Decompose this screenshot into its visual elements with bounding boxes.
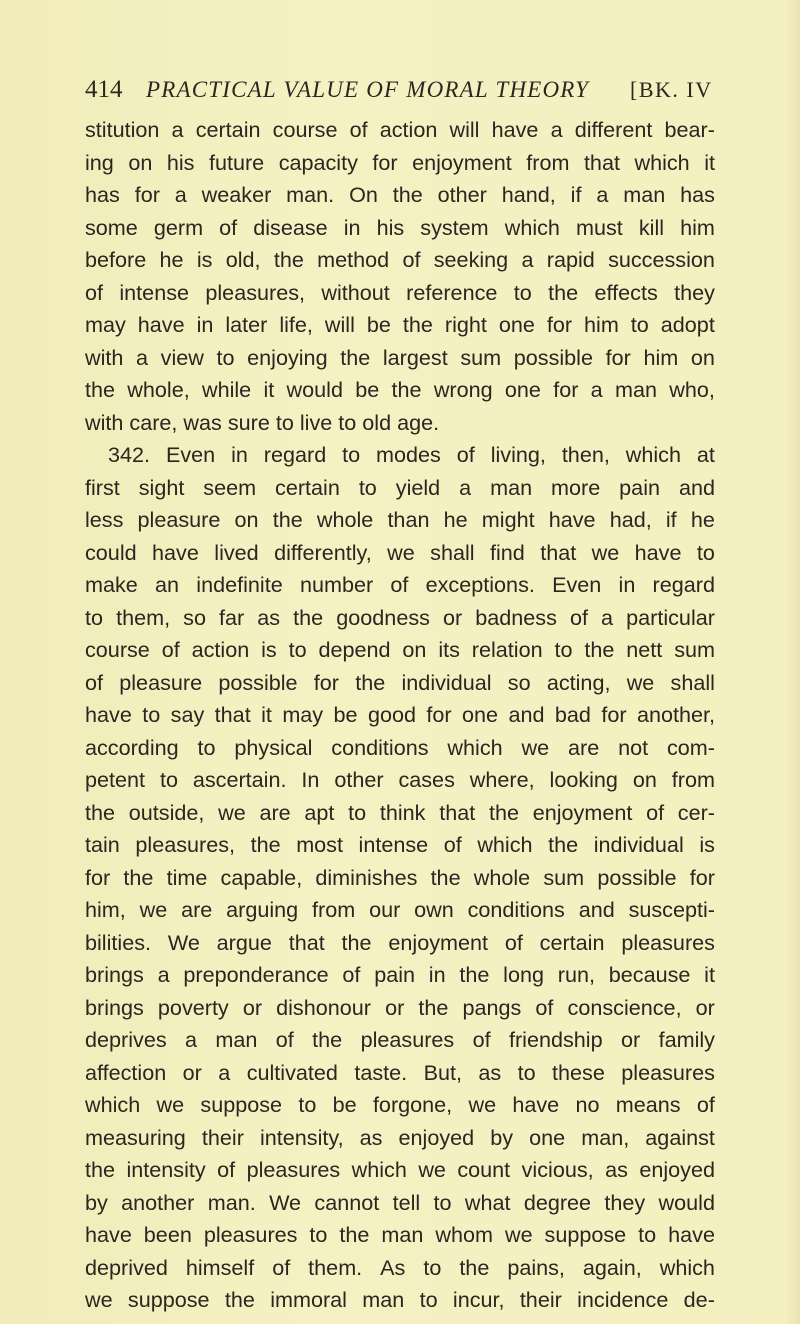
text-line: by another man. We cannot tell to what degree they would bbox=[85, 1189, 715, 1215]
text-line: brings a preponderance of pain in the long run, because it bbox=[85, 962, 715, 987]
text-line: some germ of disease in his system which must kill him bbox=[85, 214, 715, 240]
page-number: 414 bbox=[85, 76, 123, 103]
text-line: the whole, while it would be the wrong one for a man who, bbox=[85, 377, 715, 402]
text-line: ing on his future capacity for enjoyment from that which it bbox=[85, 149, 715, 175]
text-line: may have in later life, will be the right one for him to adopt bbox=[85, 312, 715, 337]
running-head bbox=[85, 72, 715, 108]
text-line: has for a weaker man. On the other hand, if a man has bbox=[85, 182, 715, 207]
text-line: course of action is to depend on its relation to the nett sum bbox=[85, 637, 715, 662]
text-line: petent to ascertain. In other cases where, looking on from bbox=[85, 767, 715, 792]
body-text bbox=[85, 114, 715, 1317]
text-line: we suppose the immoral man to incur, their incidence de- bbox=[85, 1287, 715, 1312]
book-section-label: [BK. IV bbox=[630, 77, 713, 102]
text-line: 342. Even in regard to modes of living, then, which at bbox=[108, 442, 715, 467]
text-line: before he is old, the method of seeking a rapid succession bbox=[85, 247, 715, 272]
text-line: with care, was sure to live to old age. bbox=[85, 409, 440, 435]
text-line: the outside, we are apt to think that the enjoyment of cer- bbox=[85, 799, 715, 825]
text-line: make an indefinite number of exceptions. Even in regard bbox=[85, 572, 715, 597]
text-line: brings poverty or dishonour or the pangs of conscience, or bbox=[85, 994, 715, 1020]
text-line: could have lived differently, we shall find that we have to bbox=[85, 539, 715, 565]
text-line: which we suppose to be forgone, we have no means of bbox=[85, 1092, 715, 1117]
text-line: stitution a certain course of action will have a different bear- bbox=[85, 117, 715, 142]
text-line: bilities. We argue that the enjoyment of certain pleasures bbox=[85, 929, 715, 955]
text-line: the intensity of pleasures which we count vicious, as enjoyed bbox=[85, 1157, 715, 1182]
text-line: of intense pleasures, without reference to the effects they bbox=[85, 279, 715, 305]
text-line: with a view to enjoying the largest sum possible for him on bbox=[85, 344, 715, 370]
text-line: have been pleasures to the man whom we suppose to have bbox=[85, 1222, 715, 1247]
text-line: deprives a man of the pleasures of friendship or family bbox=[85, 1027, 715, 1052]
text-line: tain pleasures, the most intense of which the individual is bbox=[85, 832, 715, 857]
text-line: to them, so far as the goodness or badness of a particular bbox=[85, 604, 715, 630]
text-line: deprived himself of them. As to the pains, again, which bbox=[85, 1254, 715, 1280]
text-line: according to physical conditions which we are not com- bbox=[85, 734, 715, 760]
running-title: PRACTICAL VALUE OF MORAL THEORY bbox=[146, 77, 590, 102]
page-edge-shadow bbox=[786, 0, 800, 1324]
text-line: affection or a cultivated taste. But, as to these pleasures bbox=[85, 1059, 715, 1085]
text-line: of pleasure possible for the individual so acting, we shall bbox=[85, 669, 715, 695]
text-line: for the time capable, diminishes the whole sum possible for bbox=[85, 864, 715, 890]
text-line: him, we are arguing from our own conditions and suscepti- bbox=[85, 897, 715, 922]
text-line: measuring their intensity, as enjoyed by one man, against bbox=[85, 1124, 715, 1150]
text-line: less pleasure on the whole than he might have had, if he bbox=[85, 507, 715, 532]
text-line: first sight seem certain to yield a man more pain and bbox=[85, 474, 715, 500]
text-line: have to say that it may be good for one and bad for another, bbox=[85, 702, 715, 727]
